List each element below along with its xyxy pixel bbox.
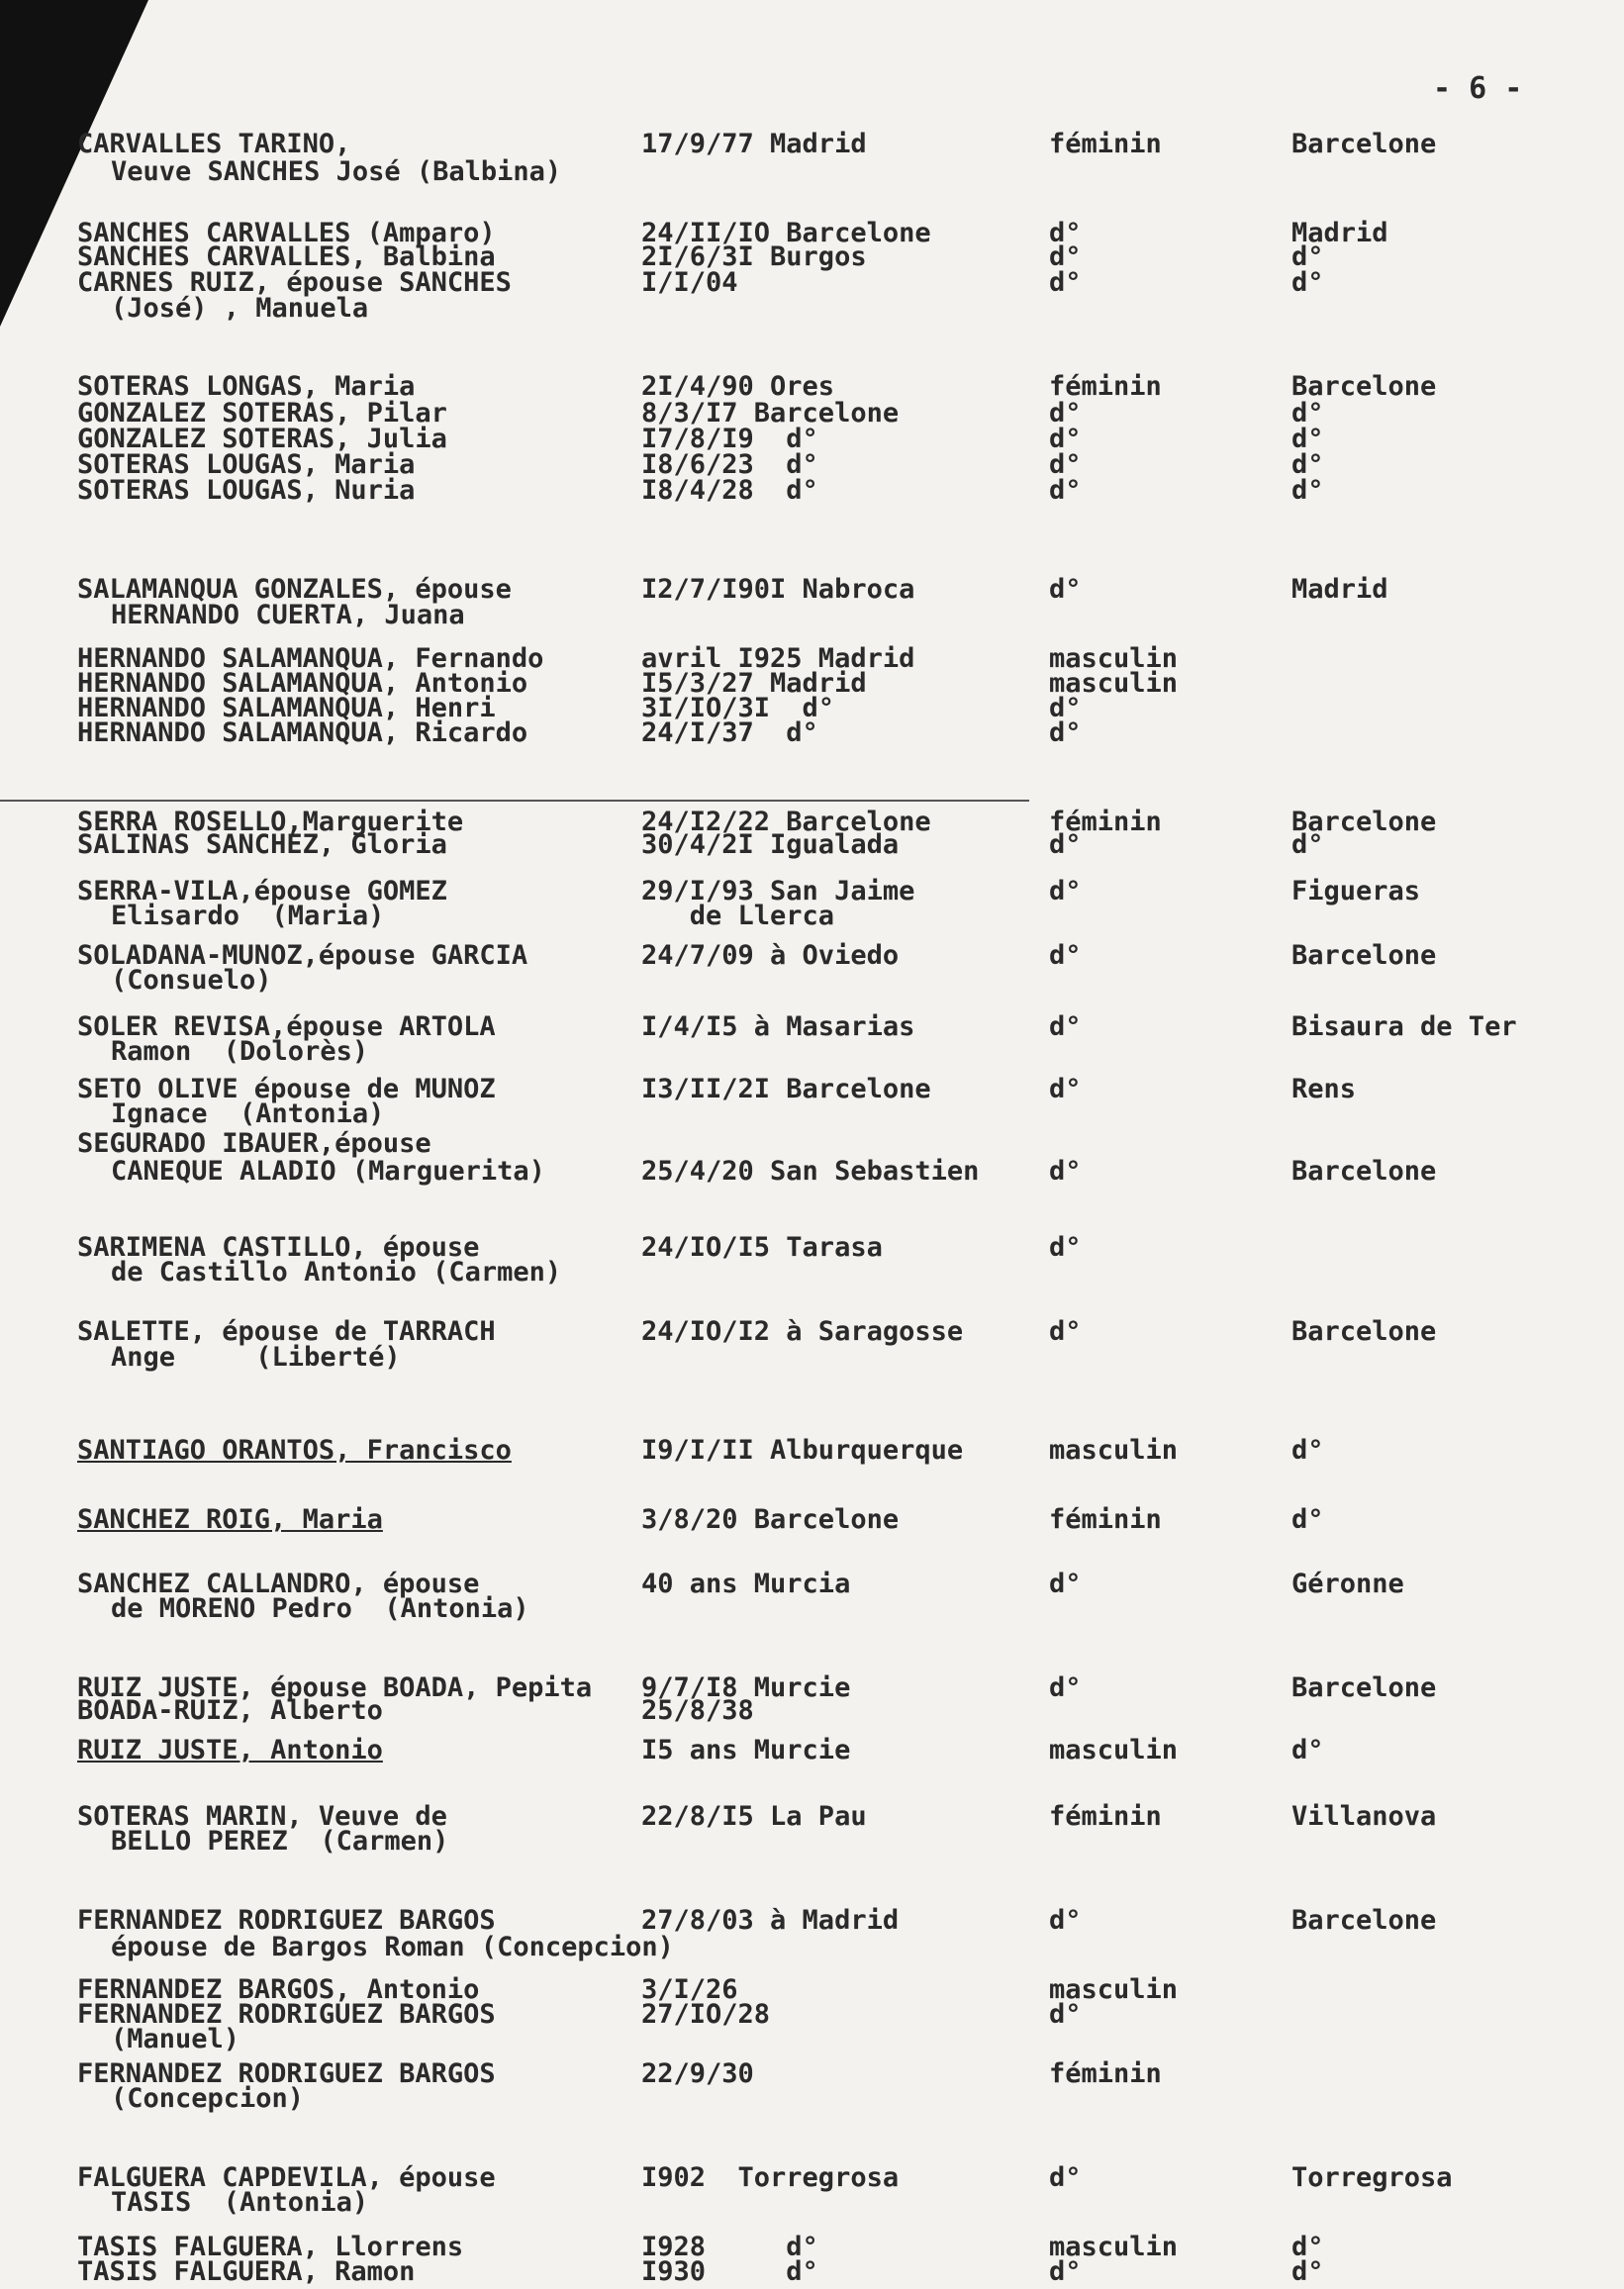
record-date: I5/3/27 Madrid — [641, 668, 867, 699]
record-date: I/I/04 — [641, 267, 738, 298]
record-line — [0, 717, 1624, 749]
record-sex: d° — [1049, 693, 1082, 723]
record-residence: Barcelone — [1291, 1672, 1437, 1703]
record-name: SOLADANA-MUNOZ,épouse GARCIA — [77, 940, 528, 971]
record-sex: d° — [1049, 1569, 1082, 1599]
record-date: 24/IO/I5 Tarasa — [641, 1232, 883, 1263]
record-name: GONZALEZ SOTERAS, Pilar — [77, 398, 447, 429]
record-sex: féminin — [1049, 371, 1162, 402]
record-date: 30/4/2I Igualada — [641, 829, 900, 860]
record-line — [0, 293, 1624, 325]
record-line — [0, 965, 1624, 997]
record-residence: Géronne — [1291, 1569, 1404, 1599]
record-sex: d° — [1049, 398, 1082, 429]
record-name: HERNANDO SALAMANQUA, Antonio — [77, 668, 528, 699]
record-sex: d° — [1049, 940, 1082, 971]
record-line — [0, 1593, 1624, 1625]
record-sex: masculin — [1049, 668, 1179, 699]
record-residence: Torregrosa — [1291, 2162, 1453, 2193]
record-sex: d° — [1049, 241, 1082, 272]
record-residence: d° — [1291, 1735, 1324, 1765]
record-line — [0, 2024, 1624, 2055]
record-name: FALGUERA CAPDEVILA, épouse — [77, 2162, 496, 2193]
record-line — [0, 2187, 1624, 2219]
record-name: GONZALEZ SOTERAS, Julia — [77, 424, 447, 454]
record-name: FERNANDEZ RODRIGUEZ BARGOS — [77, 1999, 496, 2030]
record-name: FERNANDEZ RODRIGUEZ BARGOS — [77, 2058, 496, 2089]
record-residence: Madrid — [1291, 574, 1388, 605]
record-residence: d° — [1291, 241, 1324, 272]
record-residence: Barcelone — [1291, 371, 1437, 402]
record-name: FERNANDEZ RODRIGUEZ BARGOS — [77, 1905, 496, 1936]
record-name: BOADA-RUIZ, Alberto — [77, 1695, 383, 1726]
record-name: SANTIAGO ORANTOS, Francisco — [77, 1435, 512, 1466]
record-sex: d° — [1049, 1316, 1082, 1347]
record-sex: d° — [1049, 267, 1082, 298]
record-residence: d° — [1291, 267, 1324, 298]
record-residence: Barcelone — [1291, 1316, 1437, 1347]
record-sex: d° — [1049, 2162, 1082, 2193]
record-name: épouse de Bargos Roman (Concepcion) — [111, 1932, 674, 1962]
record-sex: masculin — [1049, 2232, 1179, 2262]
record-line — [0, 1036, 1624, 1068]
record-date: 24/II/IO Barcelone — [641, 218, 931, 248]
record-sex: féminin — [1049, 1504, 1162, 1535]
record-sex: d° — [1049, 1999, 1082, 2030]
record-residence: Barcelone — [1291, 129, 1437, 159]
record-line — [0, 901, 1624, 932]
record-residence: d° — [1291, 424, 1324, 454]
record-sex: féminin — [1049, 129, 1162, 159]
record-name: Veuve SANCHES José (Balbina) — [111, 156, 562, 187]
record-line — [0, 156, 1624, 188]
record-date: 3/8/20 Barcelone — [641, 1504, 900, 1535]
record-date: I9/I/II Alburquerque — [641, 1435, 964, 1466]
record-name: FERNANDEZ BARGOS, Antonio — [77, 1974, 480, 2005]
record-date: 8/3/I7 Barcelone — [641, 398, 900, 429]
record-sex: d° — [1049, 1232, 1082, 1263]
record-date: 24/I/37 d° — [641, 717, 818, 748]
record-sex: masculin — [1049, 1974, 1179, 2005]
record-line — [0, 1435, 1624, 1467]
record-name: SOTERAS LOUGAS, Nuria — [77, 475, 416, 506]
record-sex: d° — [1049, 449, 1082, 480]
record-date: avril I925 Madrid — [641, 643, 915, 674]
record-name: de MORENO Pedro (Antonia) — [111, 1593, 529, 1624]
record-residence: Bisaura de Ter — [1291, 1011, 1517, 1042]
record-date: 3/I/26 — [641, 1974, 738, 2005]
record-name: HERNANDO SALAMANQUA, Fernando — [77, 643, 544, 674]
record-residence: d° — [1291, 1435, 1324, 1466]
record-sex: d° — [1049, 218, 1082, 248]
record-name: (Manuel) — [111, 2024, 240, 2054]
record-sex: féminin — [1049, 807, 1162, 837]
record-name: SALETTE, épouse de TARRACH — [77, 1316, 496, 1347]
record-date: 29/I/93 San Jaime — [641, 876, 915, 906]
record-name: RUIZ JUSTE, épouse BOADA, Pepita — [77, 1672, 593, 1703]
record-residence: Madrid — [1291, 218, 1388, 248]
record-residence: Figueras — [1291, 876, 1421, 906]
record-date: 22/9/30 — [641, 2058, 754, 2089]
record-name: (José) , Manuela — [111, 293, 369, 324]
record-date: 2I/6/3I Burgos — [641, 241, 867, 272]
record-sex: d° — [1049, 829, 1082, 860]
record-residence: Barcelone — [1291, 1905, 1437, 1936]
record-residence: d° — [1291, 475, 1324, 506]
record-name: HERNANDO SALAMANQUA, Henri — [77, 693, 496, 723]
record-name: Ignace (Antonia) — [111, 1098, 385, 1129]
record-date: 9/7/I8 Murcie — [641, 1672, 851, 1703]
record-name: SERRA-VILA,épouse GOMEZ — [77, 876, 447, 906]
record-sex: masculin — [1049, 643, 1179, 674]
record-date: I3/II/2I Barcelone — [641, 1074, 931, 1104]
record-name: SOTERAS LOUGAS, Maria — [77, 449, 416, 480]
record-sex: d° — [1049, 1156, 1082, 1187]
record-date: 27/8/03 à Madrid — [641, 1905, 900, 1936]
record-sex: féminin — [1049, 1801, 1162, 1832]
record-name: SALINAS SANCHEZ, Gloria — [77, 829, 447, 860]
record-residence: d° — [1291, 2256, 1324, 2287]
record-line — [0, 1504, 1624, 1536]
record-name: Ramon (Dolorès) — [111, 1036, 369, 1067]
record-date: I5 ans Murcie — [641, 1735, 851, 1765]
record-line — [0, 1098, 1624, 1130]
record-name: HERNANDO SALAMANQUA, Ricardo — [77, 717, 528, 748]
record-name: CARVALLES TARINO, — [77, 129, 351, 159]
record-name: TASIS FALGUERA, Llorrens — [77, 2232, 464, 2262]
record-date: 2I/4/90 Ores — [641, 371, 835, 402]
record-residence: Villanova — [1291, 1801, 1437, 1832]
record-date: 22/8/I5 La Pau — [641, 1801, 867, 1832]
record-date: 3I/IO/3I d° — [641, 693, 835, 723]
record-name: CANEQUE ALADIO (Marguerita) — [111, 1156, 545, 1187]
record-date: 25/4/20 San Sebastien — [641, 1156, 980, 1187]
record-sex: d° — [1049, 717, 1082, 748]
record-residence: d° — [1291, 829, 1324, 860]
record-name: SALAMANQUA GONZALES, épouse — [77, 574, 512, 605]
record-name: TASIS (Antonia) — [111, 2187, 369, 2218]
record-sex: féminin — [1049, 2058, 1162, 2089]
record-residence: d° — [1291, 398, 1324, 429]
record-line — [0, 1695, 1624, 1727]
record-name: SARIMENA CASTILLO, épouse — [77, 1232, 480, 1263]
record-line — [0, 1342, 1624, 1374]
separator-rule — [0, 800, 1029, 802]
record-sex: d° — [1049, 475, 1082, 506]
record-date: 40 ans Murcia — [641, 1569, 851, 1599]
record-date: I928 d° — [641, 2232, 818, 2262]
record-residence: Barcelone — [1291, 807, 1437, 837]
record-name: HERNANDO CUERTA, Juana — [111, 600, 465, 630]
record-name: TASIS FALGUERA, Ramon — [77, 2256, 416, 2287]
record-date: 25/8/38 — [641, 1695, 754, 1726]
record-sex: d° — [1049, 2256, 1082, 2287]
record-name: SANCHES CARVALLES, Balbina — [77, 241, 496, 272]
record-date: I8/4/28 d° — [641, 475, 818, 506]
record-line — [0, 1257, 1624, 1288]
record-date: 17/9/77 Madrid — [641, 129, 867, 159]
record-date: 24/I2/22 Barcelone — [641, 807, 931, 837]
record-sex: d° — [1049, 1672, 1082, 1703]
record-name: SOLER REVISA,épouse ARTOLA — [77, 1011, 496, 1042]
record-date: I930 d° — [641, 2256, 818, 2287]
record-date: I902 Torregrosa — [641, 2162, 900, 2193]
record-residence: d° — [1291, 2232, 1324, 2262]
record-name: Ange (Liberté) — [111, 1342, 401, 1373]
record-date: 24/7/09 à Oviedo — [641, 940, 900, 971]
record-name: SANCHEZ CALLANDRO, épouse — [77, 1569, 480, 1599]
record-sex: d° — [1049, 574, 1082, 605]
record-line — [0, 2256, 1624, 2288]
record-name: SANCHEZ ROIG, Maria — [77, 1504, 383, 1535]
record-date: de Llerca — [641, 901, 835, 931]
record-name: SANCHES CARVALLES (Amparo) — [77, 218, 496, 248]
record-residence: Barcelone — [1291, 940, 1437, 971]
record-line — [0, 1826, 1624, 1858]
record-line — [0, 600, 1624, 631]
record-sex: d° — [1049, 1905, 1082, 1936]
record-sex: masculin — [1049, 1435, 1179, 1466]
record-residence: d° — [1291, 1504, 1324, 1535]
record-name: SEGURADO IBAUER,épouse — [77, 1128, 431, 1159]
record-date: I/4/I5 à Masarias — [641, 1011, 915, 1042]
record-name: de Castillo Antonio (Carmen) — [111, 1257, 562, 1288]
record-date: 24/IO/I2 à Saragosse — [641, 1316, 964, 1347]
record-sex: masculin — [1049, 1735, 1179, 1765]
record-date: I7/8/I9 d° — [641, 424, 818, 454]
record-residence: Barcelone — [1291, 1156, 1437, 1187]
record-residence: Rens — [1291, 1074, 1357, 1104]
record-line — [0, 1156, 1624, 1188]
record-name: Elisardo (Maria) — [111, 901, 385, 931]
record-name: SERRA ROSELLO,Marguerite — [77, 807, 464, 837]
record-name: SOTERAS MARIN, Veuve de — [77, 1801, 447, 1832]
record-date: 27/IO/28 — [641, 1999, 771, 2030]
page-number: - 6 - — [1433, 71, 1523, 106]
record-name: SOTERAS LONGAS, Maria — [77, 371, 416, 402]
record-sex: d° — [1049, 1074, 1082, 1104]
record-name: (Concepcion) — [111, 2083, 305, 2114]
record-residence: d° — [1291, 449, 1324, 480]
record-name: CARNES RUIZ, épouse SANCHES — [77, 267, 512, 298]
record-name: BELLO PEREZ (Carmen) — [111, 1826, 449, 1857]
record-sex: d° — [1049, 1011, 1082, 1042]
record-name: SETO OLIVE épouse de MUNOZ — [77, 1074, 496, 1104]
record-sex: d° — [1049, 424, 1082, 454]
record-line — [0, 829, 1624, 861]
record-name: RUIZ JUSTE, Antonio — [77, 1735, 383, 1765]
record-line — [0, 1932, 1624, 1963]
record-line — [0, 475, 1624, 507]
record-date: I8/6/23 d° — [641, 449, 818, 480]
record-line — [0, 1735, 1624, 1766]
record-date: I2/7/I90I Nabroca — [641, 574, 915, 605]
record-line — [0, 2083, 1624, 2115]
record-sex: d° — [1049, 876, 1082, 906]
record-name: (Consuelo) — [111, 965, 272, 996]
